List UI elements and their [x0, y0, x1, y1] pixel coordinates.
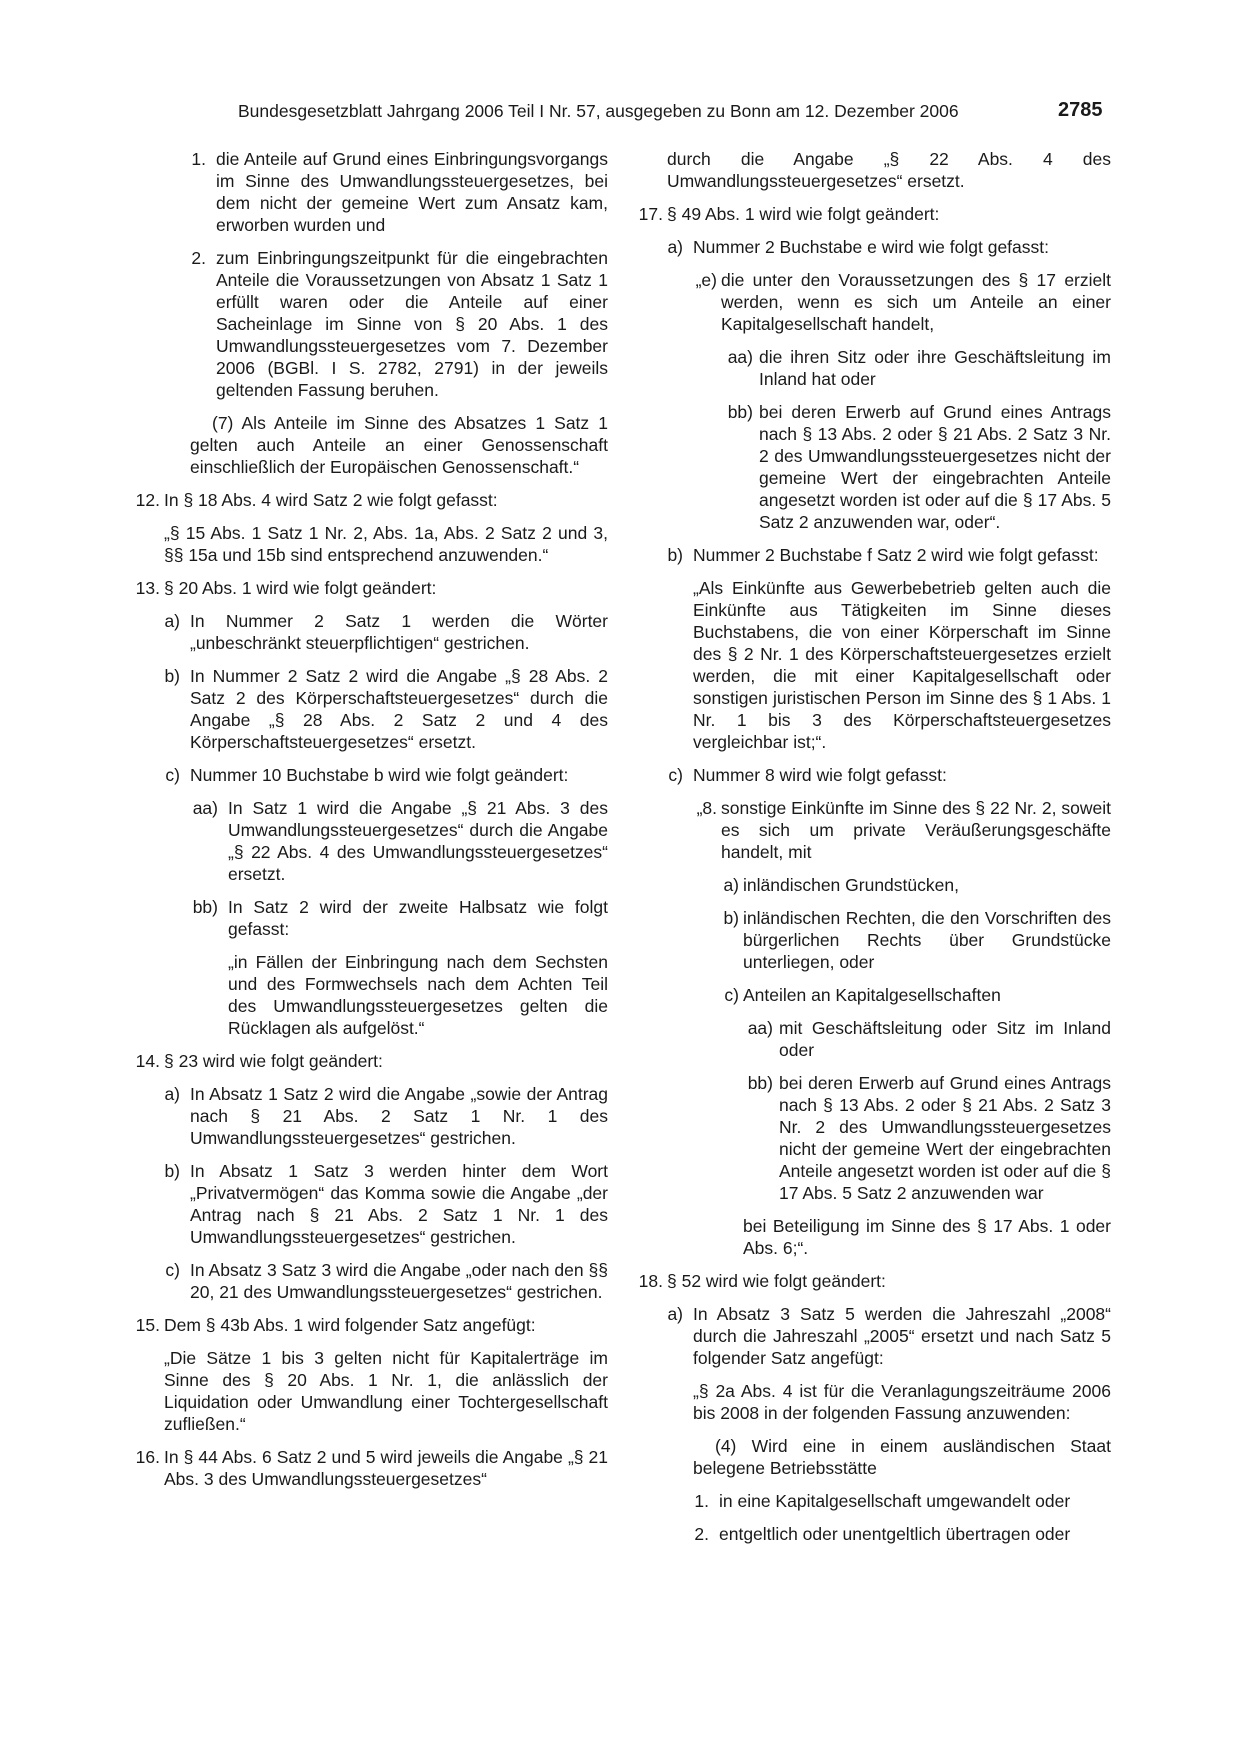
- item-letter: c): [165, 1260, 180, 1280]
- right-column: [633, 148, 1111, 1556]
- quoted-text: „in Fällen der Einbringung nach dem Sechsten und des Formwechsels nach dem Achten Teil des Umwandlungssteuergesetzes gelten die Rücklagen als aufgelöst.“: [228, 952, 608, 1038]
- item-number: „8.: [696, 798, 717, 818]
- item-number: 12.: [135, 490, 160, 510]
- item-text: Nummer 2 Buchstabe f Satz 2 wird wie folgt gefasst:: [693, 545, 1099, 565]
- page-number: 2785: [1058, 99, 1103, 121]
- item-text: Nummer 10 Buchstabe b wird wie folgt geändert:: [190, 765, 569, 785]
- item-text: In § 18 Abs. 4 wird Satz 2 wie folgt gefasst:: [164, 490, 498, 510]
- paragraph-4: (4) Wird eine in einem ausländischen Staat belegene Betriebsstätte: [693, 1436, 1111, 1478]
- item-letter: aa): [727, 347, 753, 367]
- item-text: die unter den Voraussetzungen des § 17 erzielt werden, wenn es sich um Anteile an einer Kapitalgesellschaft handelt,: [721, 270, 1111, 334]
- continued-text: durch die Angabe „§ 22 Abs. 4 des Umwandlungssteuergesetzes“ ersetzt.: [667, 149, 1111, 191]
- item-letter: c): [165, 765, 180, 785]
- list-item: [633, 1017, 1111, 1061]
- item-text: mit Geschäftsleitung oder Sitz im Inland oder: [779, 1018, 1111, 1060]
- list-item: [633, 1270, 1111, 1292]
- item-text: In Nummer 2 Satz 1 werden die Wörter „unbeschränkt steuerpflichtigen“ gestrichen.: [190, 611, 608, 653]
- quoted-text: „§ 2a Abs. 4 ist für die Veranlagungszeiträume 2006 bis 2008 in der folgenden Fassung anzuwenden:: [693, 1381, 1111, 1423]
- list-item: [633, 764, 1111, 786]
- running-header: Bundesgesetzblatt Jahrgang 2006 Teil I Nr. 57, ausgegeben zu Bonn am 12. Dezember 2006: [238, 101, 959, 121]
- list-item: [130, 1050, 608, 1072]
- item-letter: c): [724, 985, 739, 1005]
- list-item: [130, 1446, 608, 1490]
- item-tail-text: bei Beteiligung im Sinne des § 17 Abs. 1 oder Abs. 6;“.: [743, 1216, 1111, 1258]
- item-number: 15.: [135, 1315, 160, 1335]
- item-text: sonstige Einkünfte im Sinne des § 22 Nr. 2, soweit es sich um private Veräußerungsgeschäfte handelt, mit: [721, 798, 1111, 862]
- item-letter: aa): [192, 798, 218, 818]
- list-item: [130, 764, 608, 786]
- item-letter: „e): [695, 270, 717, 290]
- left-column: [130, 148, 608, 1501]
- item-text: In Absatz 1 Satz 3 werden hinter dem Wort „Privatvermögen“ das Komma sowie die Angabe „der Antrag nach § 21 Abs. 2 Satz 1 Nr. 1 des Umwandlungssteuergesetzes“ gestrichen.: [190, 1161, 608, 1247]
- item-text: In Absatz 3 Satz 3 wird die Angabe „oder nach den §§ 20, 21 des Umwandlungssteuergesetzes“ gestrichen.: [190, 1260, 608, 1302]
- list-item: [130, 1259, 608, 1303]
- item-letter: a): [723, 875, 739, 895]
- list-item: [130, 247, 608, 401]
- item-letter: b): [164, 1161, 180, 1181]
- list-item: [130, 797, 608, 885]
- item-number: 17.: [638, 204, 663, 224]
- item-text: In Satz 2 wird der zweite Halbsatz wie folgt gefasst:: [228, 897, 608, 939]
- item-number: 18.: [638, 1271, 663, 1291]
- item-text: die ihren Sitz oder ihre Geschäftsleitung im Inland hat oder: [759, 347, 1111, 389]
- list-item: [130, 1083, 608, 1149]
- item-text: Dem § 43b Abs. 1 wird folgender Satz angefügt:: [164, 1315, 536, 1335]
- item-letter: b): [667, 545, 683, 565]
- item-text: In Absatz 3 Satz 5 werden die Jahreszahl „2008“ durch die Jahreszahl „2005“ ersetzt und nach Satz 5 folgender Satz angefügt:: [693, 1304, 1111, 1368]
- quoted-text: „§ 15 Abs. 1 Satz 1 Nr. 2, Abs. 1a, Abs. 2 Satz 2 und 3, §§ 15a und 15b sind entsprechend anzuwenden.“: [164, 523, 608, 565]
- list-item: [130, 577, 608, 599]
- item-text: inländischen Rechten, die den Vorschriften des bürgerlichen Rechts über Grundstücke unterliegen, oder: [743, 908, 1111, 972]
- list-item: [633, 269, 1111, 335]
- paragraph-7: (7) Als Anteile im Sinne des Absatzes 1 Satz 1 gelten auch Anteile an einer Genossenschaft einschließlich der Europäischen Genossenschaft.“: [190, 413, 608, 477]
- item-text: In Nummer 2 Satz 2 wird die Angabe „§ 28 Abs. 2 Satz 2 des Körperschaftsteuergesetzes“ durch die Angabe „§ 28 Abs. 2 Satz 2 und 4 des Körperschaftsteuergesetzes“ ersetzt.: [190, 666, 608, 752]
- item-number: 13.: [135, 578, 160, 598]
- item-number: 16.: [135, 1447, 160, 1467]
- list-item: [633, 907, 1111, 973]
- list-item: [633, 874, 1111, 896]
- item-text: § 49 Abs. 1 wird wie folgt geändert:: [667, 204, 940, 224]
- item-text: bei deren Erwerb auf Grund eines Antrags nach § 13 Abs. 2 oder § 21 Abs. 2 Satz 3 Nr. 2 des Umwandlungssteuergesetzes nicht der gemeine Wert der eingebrachten Anteile angesetzt worden ist oder auf die § 17 Abs. 5 Satz 2 anzuwenden war: [779, 1073, 1111, 1203]
- item-text: In Absatz 1 Satz 2 wird die Angabe „sowie der Antrag nach § 21 Abs. 2 Satz 1 Nr. 1 des Umwandlungssteuergesetzes“ gestrichen.: [190, 1084, 608, 1148]
- quoted-text: „Als Einkünfte aus Gewerbebetrieb gelten auch die Einkünfte aus Tätigkeiten im Sinne dieses Buchstabens, die von einer Körperschaft im Sinne des § 2 Nr. 1 des Körperschaftsteuergesetzes erzielt werden, die mit einer Kapitalgesellschaft oder sonstigen juristischen Person im Sinne des § 1 Abs. 1 Nr. 1 bis 3 des Körperschaftsteuergesetzes vergleichbar ist;“.: [693, 578, 1111, 752]
- item-letter: bb): [747, 1073, 773, 1093]
- list-item: [633, 797, 1111, 863]
- list-item: [130, 1314, 608, 1336]
- list-item: [130, 896, 608, 940]
- item-text: Nummer 8 wird wie folgt gefasst:: [693, 765, 947, 785]
- item-number: 2.: [694, 1524, 709, 1544]
- item-letter: aa): [747, 1018, 773, 1038]
- item-text: In Satz 1 wird die Angabe „§ 21 Abs. 3 des Umwandlungssteuergesetzes“ durch die Angabe „§ 22 Abs. 4 des Umwandlungssteuergesetzes“ ersetzt.: [228, 798, 608, 884]
- item-number: 1.: [191, 149, 206, 169]
- item-letter: b): [723, 908, 739, 928]
- item-letter: a): [667, 1304, 683, 1324]
- list-item: [633, 401, 1111, 533]
- item-text: zum Einbringungszeitpunkt für die eingebrachten Anteile die Voraussetzungen von Absatz 1 Satz 1 erfüllt waren oder die Anteile auf einer Sacheinlage im Sinne von § 20 Abs. 1 des Umwandlungssteuergesetzes vom 7. Dezember 2006 (BGBl. I S. 2782, 2791) in der jeweils geltenden Fassung beruhen.: [216, 248, 608, 400]
- item-number: 14.: [135, 1051, 160, 1071]
- item-text: in eine Kapitalgesellschaft umgewandelt oder: [719, 1491, 1071, 1511]
- list-item: [633, 203, 1111, 225]
- item-letter: b): [164, 666, 180, 686]
- item-text: § 20 Abs. 1 wird wie folgt geändert:: [164, 578, 437, 598]
- list-item: [633, 1072, 1111, 1204]
- list-item: [130, 665, 608, 753]
- item-letter: a): [164, 1084, 180, 1104]
- list-item: [633, 984, 1111, 1006]
- list-item: [633, 1490, 1111, 1512]
- item-text: In § 44 Abs. 6 Satz 2 und 5 wird jeweils die Angabe „§ 21 Abs. 3 des Umwandlungssteuergesetzes“: [164, 1447, 608, 1489]
- item-text: § 23 wird wie folgt geändert:: [164, 1051, 383, 1071]
- item-text: Nummer 2 Buchstabe e wird wie folgt gefasst:: [693, 237, 1049, 257]
- quoted-text: „Die Sätze 1 bis 3 gelten nicht für Kapitalerträge im Sinne des § 20 Abs. 1 Nr. 1, die anlässlich der Liquidation oder Umwandlung einer Tochtergesellschaft zufließen.“: [164, 1348, 608, 1434]
- list-item: [130, 148, 608, 236]
- item-number: 1.: [694, 1491, 709, 1511]
- list-item: [130, 610, 608, 654]
- item-text: inländischen Grundstücken,: [743, 875, 959, 895]
- list-item: [633, 236, 1111, 258]
- list-item: [130, 1160, 608, 1248]
- item-letter: c): [668, 765, 683, 785]
- list-item: [633, 544, 1111, 566]
- item-text: Anteilen an Kapitalgesellschaften: [743, 985, 1001, 1005]
- item-letter: a): [667, 237, 683, 257]
- item-letter: bb): [727, 402, 753, 422]
- item-letter: a): [164, 611, 180, 631]
- list-item: [130, 489, 608, 511]
- item-text: bei deren Erwerb auf Grund eines Antrags nach § 13 Abs. 2 oder § 21 Abs. 2 Satz 3 Nr. 2 des Umwandlungssteuergesetzes nicht der gemeine Wert der eingebrachten Anteile angesetzt worden ist oder auf die § 17 Abs. 5 Satz 2 anzuwenden war, oder“.: [759, 402, 1111, 532]
- list-item: [633, 1523, 1111, 1545]
- item-text: entgeltlich oder unentgeltlich übertragen oder: [719, 1524, 1071, 1544]
- item-text: § 52 wird wie folgt geändert:: [667, 1271, 886, 1291]
- item-letter: bb): [192, 897, 218, 917]
- item-text: die Anteile auf Grund eines Einbringungsvorgangs im Sinne des Umwandlungssteuergesetzes, bei dem nicht der gemeine Wert zum Ansatz kam, erworben wurden und: [216, 149, 608, 235]
- list-item: [633, 346, 1111, 390]
- list-item: [633, 1303, 1111, 1369]
- item-number: 2.: [191, 248, 206, 268]
